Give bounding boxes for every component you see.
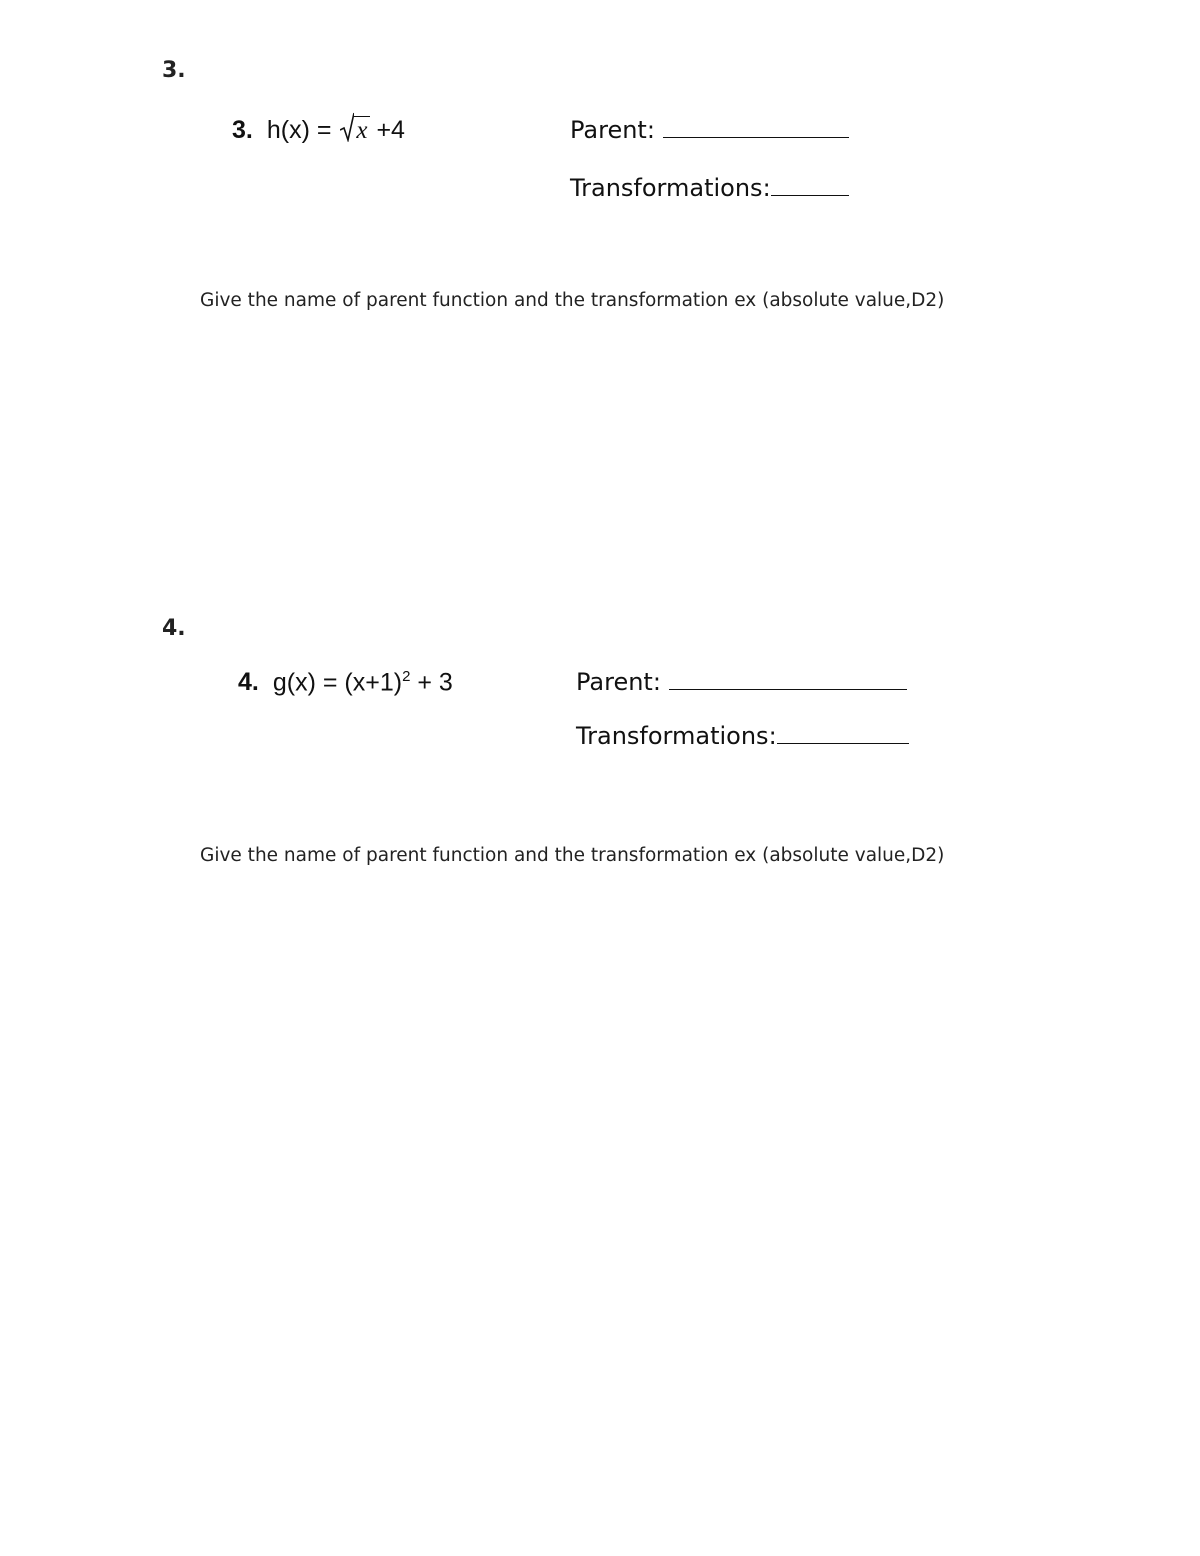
question-3-instruction: Give the name of parent function and the transformation ex (absolute value,D2)	[200, 290, 945, 311]
equation-number: 3.	[232, 116, 253, 144]
transformations-answer-blank[interactable]	[771, 194, 849, 196]
parent-answer-blank[interactable]	[663, 136, 849, 138]
question-3-equation	[232, 116, 405, 145]
question-4-number: 4.	[162, 616, 186, 641]
radical-sign-icon	[340, 112, 354, 142]
transformations-answer-blank[interactable]	[777, 742, 909, 744]
equation-exponent: 2	[402, 668, 411, 685]
transformations-label: Transformations:	[576, 722, 777, 750]
equation-prefix: h(x) =	[266, 116, 339, 144]
question-3-transformations	[570, 174, 849, 202]
parent-label: Parent:	[576, 668, 661, 696]
square-root	[340, 116, 369, 145]
transformations-label: Transformations:	[570, 174, 771, 202]
question-3-parent	[570, 116, 849, 144]
question-4-equation	[238, 668, 453, 697]
question-3-number: 3.	[162, 58, 186, 83]
equation-prefix: g(x) = (x+1)	[272, 668, 403, 697]
question-4-transformations	[576, 722, 909, 750]
equation-number: 4.	[238, 668, 259, 697]
question-4-instruction: Give the name of parent function and the transformation ex (absolute value,D2)	[200, 845, 945, 866]
radicand: x	[356, 117, 368, 144]
parent-answer-blank[interactable]	[669, 688, 907, 690]
equation-suffix: +4	[369, 116, 405, 144]
equation-suffix: + 3	[410, 668, 453, 697]
parent-label: Parent:	[570, 116, 655, 144]
question-4-parent	[576, 668, 907, 696]
